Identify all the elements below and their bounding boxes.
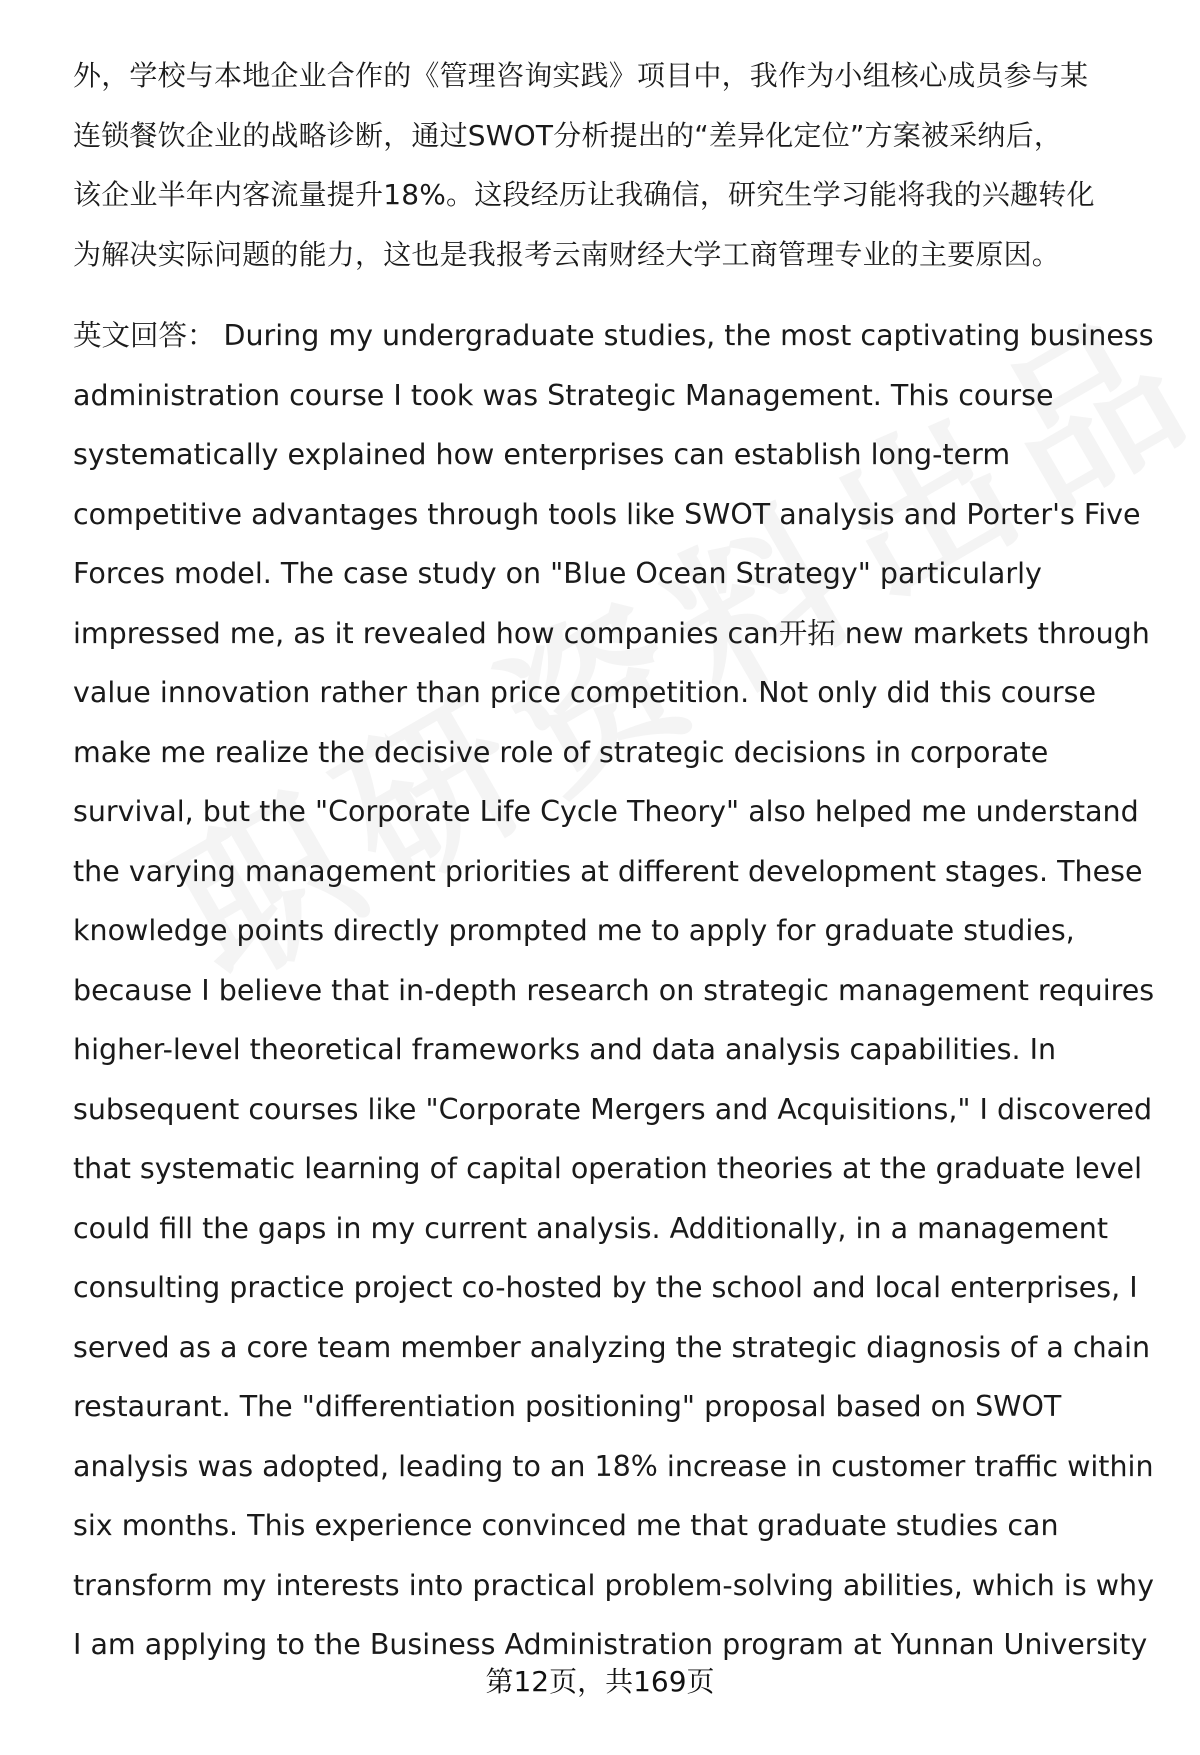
text-line: knowledge points directly prompted me to apply for graduate studies, <box>73 914 1075 947</box>
text-line: impressed me, as it revealed how companies can开拓 new markets through <box>73 616 1150 650</box>
text-line: administration course I took was Strategic Management. This course <box>73 378 1054 412</box>
english-answer-paragraph <box>73 306 1153 1675</box>
text-line: because I believe that in-depth research on strategic management requires <box>73 973 1155 1007</box>
text-line: higher-level theoretical frameworks and data analysis capabilities. In <box>73 1033 1057 1066</box>
text-line <box>73 306 1153 366</box>
text-line: the varying management priorities at different development stages. These <box>73 854 1143 888</box>
document-body <box>73 46 1153 1675</box>
text-line: 外，学校与本地企业合作的《管理咨询实践》项目中，我作为小组核心成员参与某 <box>73 59 1089 92</box>
english-answer-label: 英文回答： <box>73 319 216 352</box>
text-line: value innovation rather than price competition. Not only did this course <box>73 676 1097 709</box>
text-line: subsequent courses like "Corporate Mergers and Acquisitions," I discovered <box>73 1092 1153 1126</box>
text-line: served as a core team member analyzing the strategic diagnosis of a chain <box>73 1330 1151 1364</box>
text-line: six months. This experience convinced me that graduate studies can <box>73 1509 1059 1542</box>
text-line: survival, but the "Corporate Life Cycle Theory" also helped me understand <box>73 795 1139 828</box>
text-line: systematically explained how enterprises can establish long-term <box>73 438 1011 471</box>
text-line: restaurant. The "differentiation positioning" proposal based on SWOT <box>73 1390 1062 1423</box>
chinese-answer-paragraph <box>73 46 1153 284</box>
text-line: 连锁餐饮企业的战略诊断，通过SWOT分析提出的“差异化定位”方案被采纳后， <box>73 118 1063 152</box>
text-line-content: During my undergraduate studies, the most captivating business <box>223 319 1154 352</box>
text-line: consulting practice project co-hosted by the school and local enterprises, I <box>73 1271 1138 1304</box>
text-line: I am applying to the Business Administration program at Yunnan University <box>73 1628 1148 1661</box>
text-line: that systematic learning of capital operation theories at the graduate level <box>73 1152 1143 1185</box>
text-line: competitive advantages through tools like SWOT analysis and Porter's Five <box>73 497 1141 531</box>
text-line: analysis was adopted, leading to an 18% increase in customer traffic within <box>73 1449 1154 1483</box>
text-line: make me realize the decisive role of strategic decisions in corporate <box>73 735 1049 769</box>
page-number-footer: 第12页，共169页 <box>485 1665 715 1698</box>
text-line: Forces model. The case study on "Blue Ocean Strategy" particularly <box>73 557 1042 590</box>
text-line: 该企业半年内客流量提升18%。这段经历让我确信，研究生学习能将我的兴趣转化 <box>73 178 1095 211</box>
text-line: 为解决实际问题的能力，这也是我报考云南财经大学工商管理专业的主要原因。 <box>73 237 1061 271</box>
text-line: transform my interests into practical problem-solving abilities, which is why <box>73 1568 1154 1602</box>
text-line: could fill the gaps in my current analysis. Additionally, in a management <box>73 1211 1109 1245</box>
